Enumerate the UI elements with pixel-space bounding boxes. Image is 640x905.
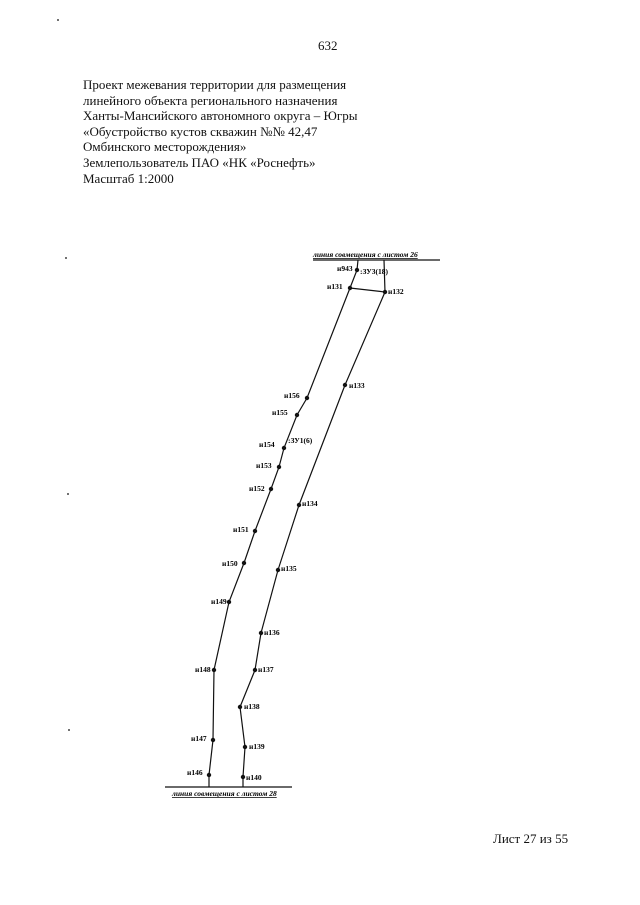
boundary-point-label: н136: [264, 628, 280, 637]
boundary-point-label: н132: [388, 287, 404, 296]
boundary-point-marker: [259, 631, 263, 635]
boundary-point-marker: [243, 745, 247, 749]
boundary-point-marker: [253, 668, 257, 672]
parcel-label: :ЗУ3(18): [360, 267, 389, 276]
scan-mark: [68, 729, 70, 731]
scan-mark: [67, 493, 69, 495]
boundary-point-marker: [282, 446, 286, 450]
left-points: [187, 264, 359, 777]
boundary-point-marker: [297, 503, 301, 507]
header-line: Проект межевания территории для размещения: [83, 77, 347, 92]
header-line: линейного объекта регионального назначения: [83, 92, 338, 108]
boundary-point-marker: [211, 738, 215, 742]
left-boundary-line: [209, 260, 358, 787]
bottom-joining-label: линия совмещения с листом 28: [172, 789, 277, 798]
scan-mark: [57, 19, 59, 21]
sheet-number: Лист 27 из 55: [493, 831, 569, 846]
boundary-point-label: н137: [258, 665, 274, 674]
boundary-point-label: н134: [302, 499, 318, 508]
boundary-point-label: н146: [187, 768, 203, 777]
boundary-point-label: н154: [259, 440, 275, 449]
boundary-point-label: н139: [249, 742, 265, 751]
boundary-point-label: н151: [233, 525, 249, 534]
land-user-line: Землепользователь ПАО «НК «Роснефть»: [83, 154, 316, 170]
boundary-point-label: н147: [191, 734, 207, 743]
boundary-point-label: н140: [246, 773, 262, 782]
header-line: «Обустройство кустов скважин №№ 42,47: [83, 123, 318, 139]
boundary-point-marker: [343, 383, 347, 387]
boundary-point-label: н131: [327, 282, 343, 291]
boundary-point-marker: [305, 396, 309, 400]
boundary-point-label: н149: [211, 597, 227, 606]
boundary-point-label: н135: [281, 564, 297, 573]
boundary-point-label: н153: [256, 461, 272, 470]
boundary-point-label: н156: [284, 391, 300, 400]
boundary-point-marker: [238, 705, 242, 709]
boundary-point-marker: [241, 775, 245, 779]
header-line: Ханты-Мансийского автономного округа – Югры: [83, 108, 358, 124]
boundary-point-marker: [269, 487, 273, 491]
parcel-label: :ЗУ1(6): [288, 436, 313, 445]
connecting-line: [350, 288, 385, 292]
boundary-point-label: н133: [349, 381, 365, 390]
top-joining-label: линия совмещения с листом 26: [313, 250, 418, 259]
boundary-point-marker: [207, 773, 211, 777]
boundary-point-marker: [277, 465, 281, 469]
boundary-point-marker: [355, 268, 359, 272]
right-boundary-line: [240, 260, 385, 787]
boundary-point-label: н138: [244, 702, 260, 711]
boundary-point-label: н155: [272, 408, 288, 417]
boundary-point-label: н150: [222, 559, 238, 568]
boundary-point-marker: [227, 600, 231, 604]
page-number: 632: [318, 38, 338, 53]
boundary-point-marker: [383, 290, 387, 294]
scale-line: Масштаб 1:2000: [83, 170, 174, 186]
scan-mark: [65, 257, 67, 259]
header-line: Омбинского месторождения»: [83, 139, 247, 155]
boundary-point-marker: [295, 413, 299, 417]
boundary-point-marker: [253, 529, 257, 533]
boundary-point-marker: [242, 561, 246, 565]
boundary-point-label: н148: [195, 665, 211, 674]
boundary-point-marker: [348, 286, 352, 290]
boundary-point-label: н152: [249, 484, 265, 493]
boundary-point-label: н943: [337, 264, 353, 273]
boundary-point-marker: [212, 668, 216, 672]
boundary-point-marker: [276, 568, 280, 572]
